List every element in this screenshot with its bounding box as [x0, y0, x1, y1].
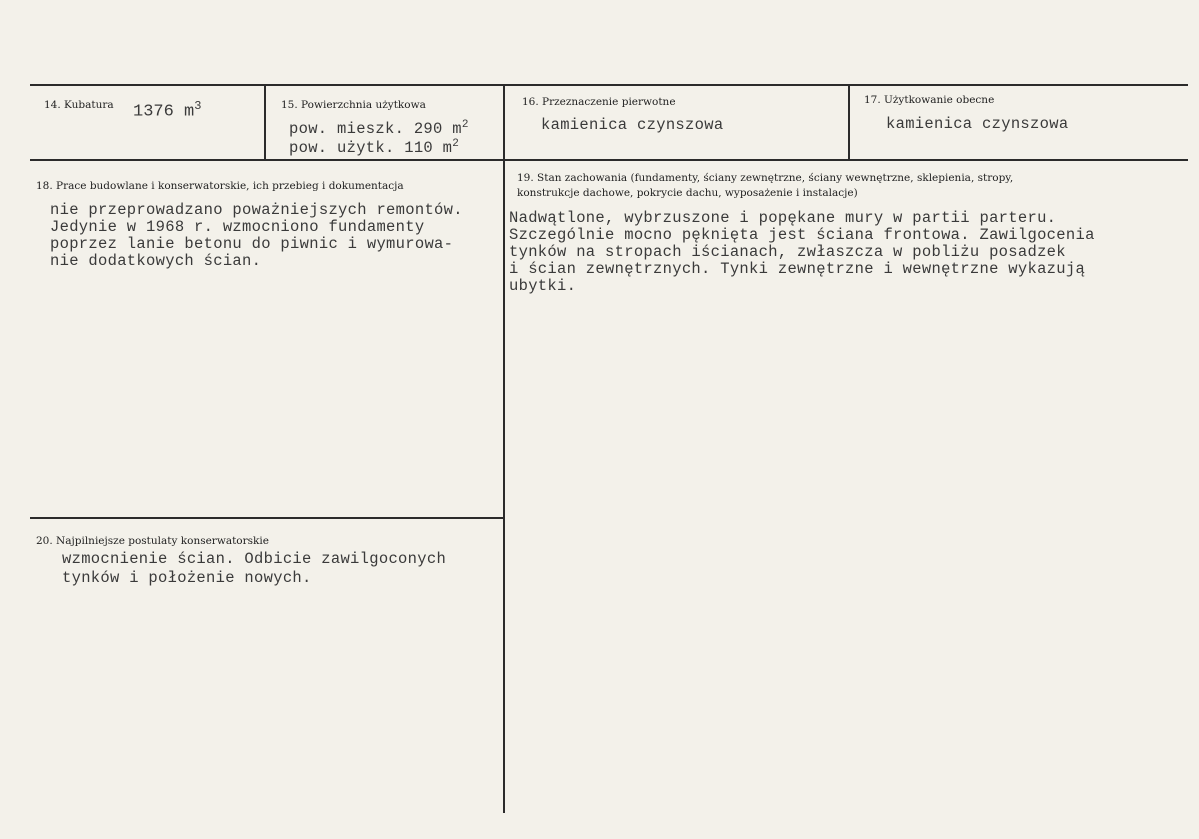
top-border-line	[30, 84, 1188, 86]
field-17-label: 17. Użytkowanie obecne	[864, 94, 995, 106]
field-19-label-line2: konstrukcje dachowe, pokrycie dachu, wyposażenie i instalacje)	[517, 187, 858, 199]
field-18-line: Jedynie w 1968 r. wzmocniono fundamenty	[50, 218, 425, 236]
field-18-line: poprzez lanie betonu do piwnic i wymurowa-	[50, 235, 454, 253]
field-20-line: tynków i położenie nowych.	[62, 569, 312, 587]
field-19-line: Szczególnie mocno pęknięta jest ściana frontowa. Zawilgocenia	[509, 226, 1095, 244]
field-20-line: wzmocnienie ścian. Odbicie zawilgoconych	[62, 550, 447, 568]
field-14-value: 1376 $m^3$	[133, 99, 202, 122]
field-19-label-line1: 19. Stan zachowania (fundamenty, ściany zewnętrzne, ściany wewnętrzne, sklepienia, stropy,	[517, 172, 1014, 184]
field-15-line1: pow. mieszk. 290 $m^2$	[289, 119, 469, 139]
divider-15-16	[503, 85, 505, 813]
section-18-20-divider	[30, 517, 504, 519]
field-14-label: 14. Kubatura	[44, 99, 114, 111]
field-19-line: ubytki.	[509, 277, 577, 295]
divider-14-15	[264, 85, 266, 160]
field-16-value: kamienica czynszowa	[541, 116, 724, 134]
field-19-line: tynków na stropach iścianach, zwłaszcza w pobliżu posadzek	[509, 243, 1066, 261]
field-15-line2: pow. użytk. 110 $m^2$	[289, 138, 460, 158]
field-19-line: i ścian zewnętrznych. Tynki zewnętrzne i wewnętrzne wykazują	[509, 260, 1086, 278]
field-18-line: nie przeprowadzano poważniejszych remontów.	[50, 201, 463, 219]
field-19-line: Nadwątlone, wybrzuszone i popękane mury w partii parteru.	[509, 209, 1057, 227]
row1-bottom-line	[30, 159, 1188, 161]
divider-16-17	[848, 85, 850, 160]
field-16-label: 16. Przeznaczenie pierwotne	[522, 96, 676, 108]
field-17-value: kamienica czynszowa	[886, 115, 1069, 133]
field-18-label: 18. Prace budowlane i konserwatorskie, ich przebieg i dokumentacja	[36, 180, 404, 192]
field-15-label: 15. Powierzchnia użytkowa	[281, 99, 426, 111]
field-18-line: nie dodatkowych ścian.	[50, 252, 262, 270]
field-20-label: 20. Najpilniejsze postulaty konserwatorskie	[36, 535, 269, 547]
